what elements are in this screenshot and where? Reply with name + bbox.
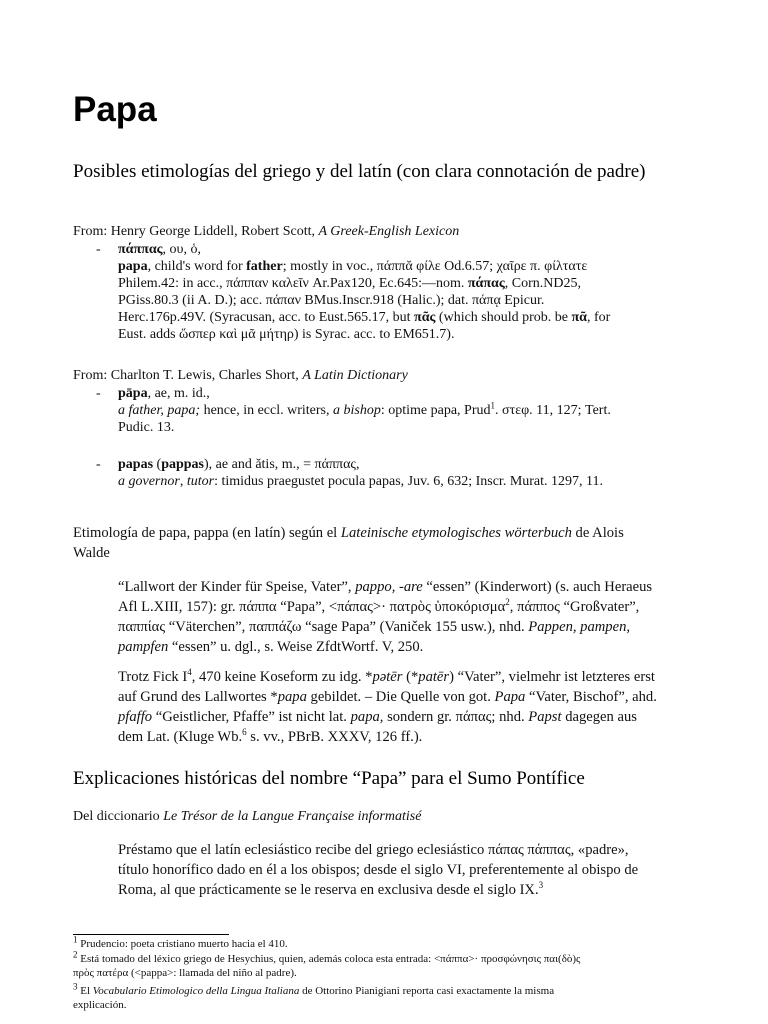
walde-quote-1 xyxy=(118,577,718,657)
entry-papa xyxy=(118,385,678,436)
quote-line: auf Grund des Lallwortes *papa gebildet. – Die Quelle von got. Papa “Vater, Bischof”, ahd. xyxy=(118,689,657,705)
entry-line: Herc.176p.49V. (Syracusan, acc. to Eust.565.17, but πᾶς (which should prob. be πᾶ, for xyxy=(118,310,611,325)
quote-line: Préstamo que el latín eclesiástico recibe del griego eclesiástico πάπας πάππας, «padre», xyxy=(118,842,629,858)
entry-line: PGiss.80.3 (ii A. D.); acc. πάπαν BMus.Inscr.918 (Halic.); dat. πάπᾳ Epicur. xyxy=(118,293,545,308)
source-liddell-scott: From: Henry George Liddell, Robert Scott, A Greek-English Lexicon xyxy=(73,224,460,239)
paragraph-line: Etimología de papa, pappa (en latín) según el Lateinische etymologisches wörterbuch de Alois xyxy=(73,525,624,541)
quote-line: Afl L.XIII, 157): gr. πάππα “Papa”, <πάπας>· πατρὸς ὑποκόρισμα$^2$, πάππος “Großvater”, xyxy=(118,597,640,615)
entry-line: Eust. adds ὥσπερ καὶ μᾶ μήτηρ) is Syrac. acc. to EM651.7). xyxy=(118,327,455,342)
quote-line: pfaffo “Geistlicher, Pfaffe” ist nicht lat. papa, sondern gr. πάπας; nhd. Papst dagegen aus xyxy=(118,709,637,725)
quote-line: pampfen “essen” u. dgl., s. Weise ZfdtWortf. V, 250. xyxy=(118,639,424,655)
list-dash: - xyxy=(96,242,101,257)
paragraph-line: Walde xyxy=(73,545,110,561)
entry-line: papa, child's word for father; mostly in voc., πάππᾰ φίλε Od.6.57; χαῖρε π. φίλτατε xyxy=(118,259,588,274)
list-dash: - xyxy=(96,457,101,472)
entry-lemma-line: pāpa, ae, m. id., xyxy=(118,386,210,401)
section-heading-etymologies: Posibles etimologías del griego y del latín (con clara connotación de padre) xyxy=(73,161,646,182)
page-title: Papa xyxy=(73,90,157,129)
footnote-2 xyxy=(73,949,693,980)
entry-papas xyxy=(118,456,678,490)
list-dash: - xyxy=(96,386,101,401)
section-heading-historical: Explicaciones históricas del nombre “Papa” para el Sumo Pontífice xyxy=(73,768,585,789)
quote-line: “Lallwort der Kinder für Speise, Vater”, pappo, -are “essen” (Kinderwort) (s. auch Heraeus xyxy=(118,579,653,595)
entry-line: a governor, tutor: timidus praegustet pocula papas, Juv. 6, 632; Inscr. Murat. 1297, 11. xyxy=(118,474,604,489)
footnote-3 xyxy=(73,981,693,1012)
footnote-line: $^2$ Está tomado del léxico griego de Hesychius, quien, además coloca esta entrada: <πάππα>· προσφώνησις παι(δὸ)ς xyxy=(73,949,581,965)
entry-line: a father, papa; hence, in eccl. writers, a bishop: optime papa, Prud$^1$. στεφ. 11, 127; Tert. xyxy=(118,400,611,418)
walde-intro xyxy=(73,523,673,563)
source-tlfi: Del diccionario Le Trésor de la Langue Française informatisé xyxy=(73,809,422,824)
entry-line: Philem.42: in acc., πάππαν καλεῖν Ar.Pax120, Ec.645:—nom. πάπας, Corn.ND25, xyxy=(118,276,581,291)
quote-line: Roma, al que prácticamente se le reserva en exclusiva desde el siglo IX.$^3$ xyxy=(118,880,544,898)
quote-line: παππίας “Väterchen”, παππάζω “sage Papa” (Vaniček 155 usw.), nhd. Pappen, pampen, xyxy=(118,619,631,635)
entry-lemma-line: papas (pappas), ae and ătis, m., = πάππας, xyxy=(118,457,360,472)
footnote-1: $^1$ Prudencio: poeta cristiano muerto hacia el 410. xyxy=(73,934,288,950)
walde-quote-2 xyxy=(118,667,718,747)
entry-lemma-line: πάππας, ου, ὁ, xyxy=(118,242,201,257)
footnote-separator xyxy=(73,934,229,935)
source-lewis-short: From: Charlton T. Lewis, Charles Short, A Latin Dictionary xyxy=(73,368,408,383)
footnote-line: πρὸς πατέρα (<pappa>: llamada del niño al padre). xyxy=(73,966,297,979)
footnote-line: $^3$ El Vocabulario Etimologico della Lingua Italiana de Ottorino Pianigiani reporta casi exactamente la misma xyxy=(73,981,555,997)
quote-line: Trotz Fick $I^4$, 470 keine Koseform zu idg. *pətēr (*patēr) “Vater”, vielmehr ist letzteres erst xyxy=(118,667,655,685)
quote-line: dem Lat. (Kluge Wb.$^6$ s. vv., PBrB. XXXV, 126 ff.). xyxy=(118,727,423,745)
entry-pappas xyxy=(118,241,678,343)
footnote-line: explicación. xyxy=(73,998,127,1011)
entry-line: Pudic. 13. xyxy=(118,420,175,435)
tlfi-quote xyxy=(118,840,718,900)
quote-line: título honorífico dado en él a los obispos; desde el siglo VI, preferentemente al obispo de xyxy=(118,862,639,878)
